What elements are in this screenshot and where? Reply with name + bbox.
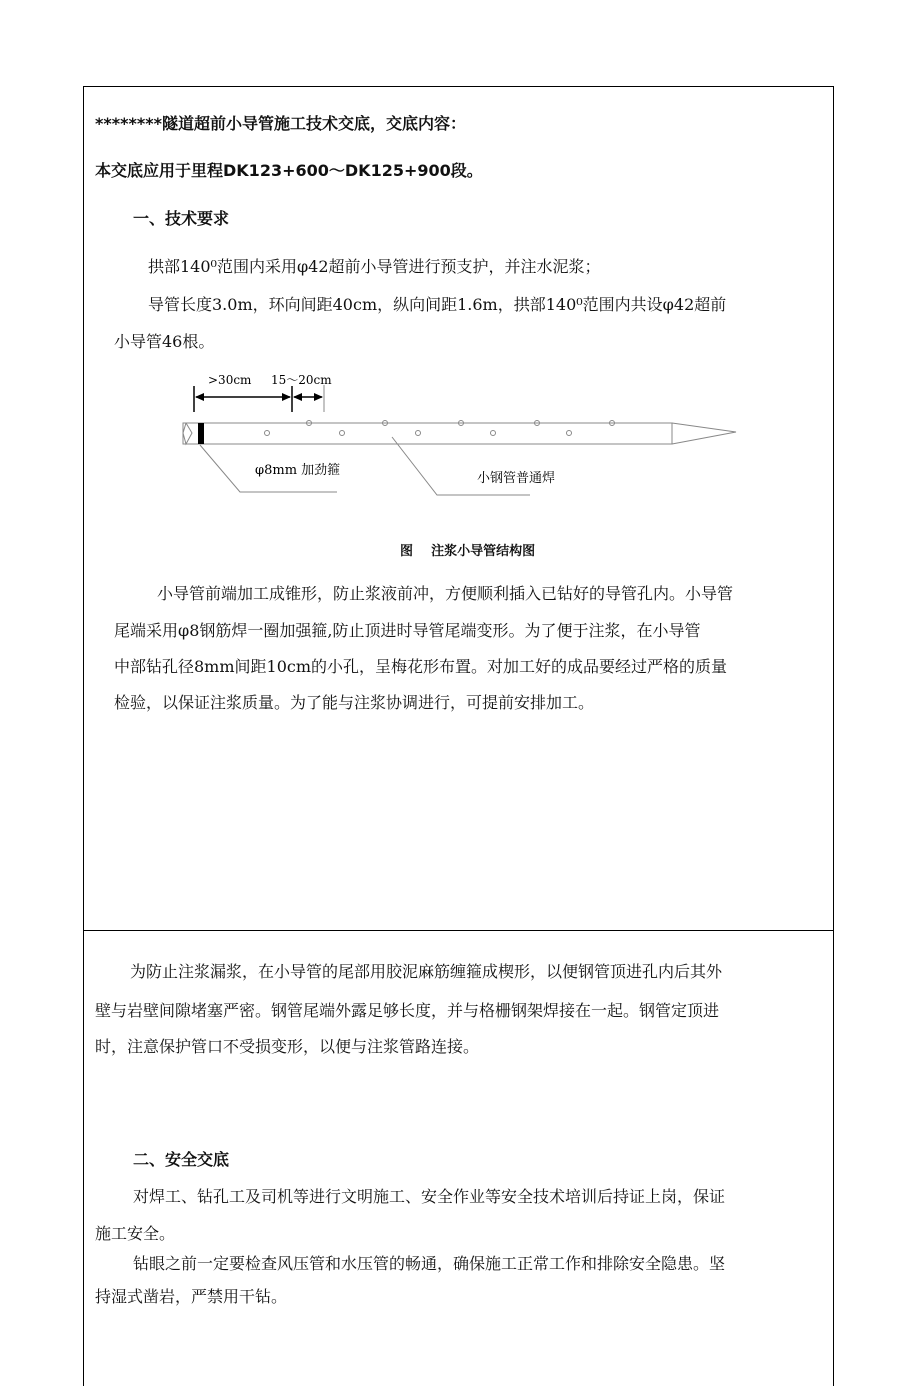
pipe-cone-tip (672, 423, 736, 444)
text-line: 钻眼之前一定要检查风压管和水压管的畅通，确保施工正常工作和排除安全隐患。坚 (133, 1254, 726, 1273)
text-line: 小导管46根。 (114, 332, 215, 351)
text-line: 对焊工、钻孔工及司机等进行文明施工、安全作业等安全技术培训后持证上岗，保证 (133, 1187, 726, 1206)
dim-label-2: 15～20cm (271, 373, 332, 387)
section-heading-safety: 二、安全交底 (133, 1150, 230, 1169)
dim-label-1: >30cm (208, 373, 252, 387)
text-line: 导管长度3.0m，环向间距40cm，纵向间距1.6m，拱部140⁰范围内共设φ42超前 (148, 295, 727, 314)
pipe-tail (183, 423, 192, 444)
text-line: 尾端采用φ8钢筋焊一圈加强箍,防止顶进时导管尾端变形。为了便于注浆，在小导管 (114, 621, 701, 640)
leader-pipe (392, 437, 530, 495)
text-line: 拱部140⁰范围内采用φ42超前小导管进行预支护，并注水泥浆； (148, 257, 601, 276)
reinforcing-ring (198, 423, 204, 444)
scope-text: 本交底应用于里程DK123+600～DK125+900段。 (95, 161, 483, 180)
text-line: 小导管前端加工成锥形，防止浆液前冲，方便顺利插入已钻好的导管孔内。小导管 (157, 584, 734, 603)
text-line: 中部钻孔径8mm间距10cm的小孔，呈梅花形布置。对加工好的成品要经过严格的质量 (114, 657, 728, 676)
text-line: 时，注意保护管口不受损变形，以便与注浆管路连接。 (95, 1037, 480, 1056)
text-line: 为防止注浆漏浆，在小导管的尾部用胶泥麻筋缠箍成楔形，以便钢管顶进孔内后其外 (130, 962, 723, 981)
text-line: 施工安全。 (95, 1224, 176, 1243)
label-ring: φ8mm 加劲箍 (255, 463, 341, 478)
section-heading-tech: 一、技术要求 (133, 209, 230, 228)
text-line: 检验，以保证注浆质量。为了能与注浆协调进行，可提前安排加工。 (114, 693, 595, 712)
figure-caption: 图 注浆小导管结构图 (400, 544, 536, 559)
row-divider (83, 930, 834, 931)
label-pipe: 小钢管普通焊 (477, 471, 556, 486)
text-line: 壁与岩壁间隙堵塞严密。钢管尾端外露足够长度，并与格栅钢架焊接在一起。钢管定顶进 (95, 1001, 720, 1020)
document-title: ********隧道超前小导管施工技术交底，交底内容： (95, 114, 466, 133)
dimension-lines (194, 386, 322, 412)
pipe-structure-diagram (0, 0, 920, 520)
pipe-body (183, 423, 672, 444)
text-line: 持湿式凿岩，严禁用干钻。 (95, 1287, 288, 1306)
